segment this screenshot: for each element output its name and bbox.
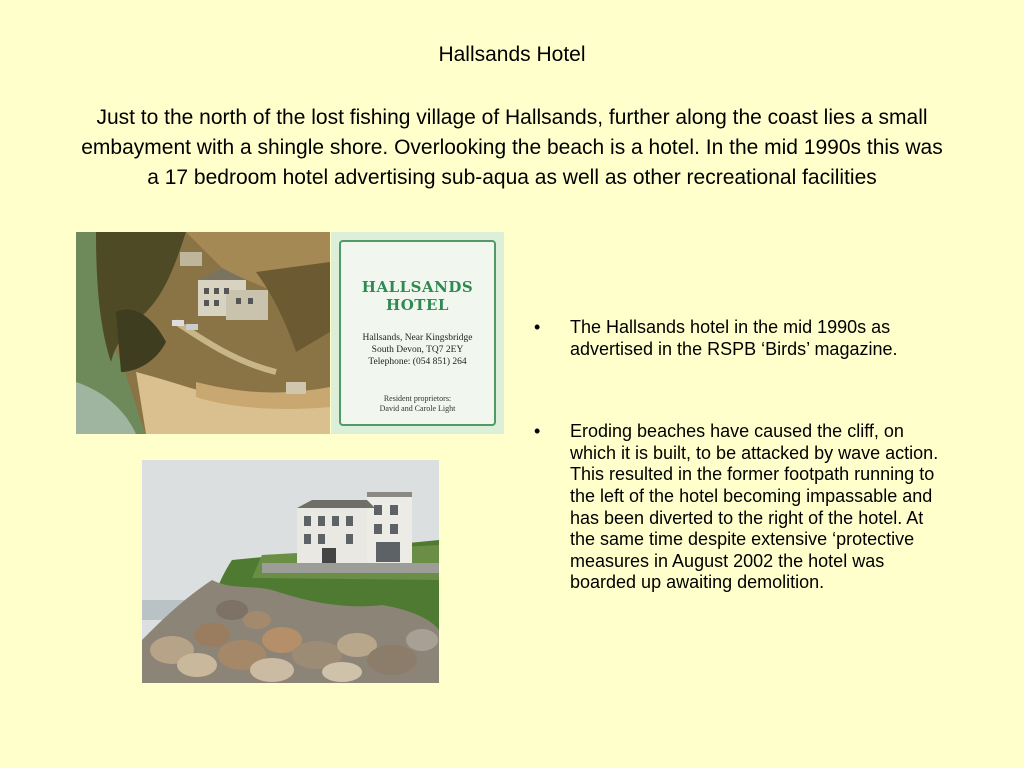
advert-name-line2: HOTEL (386, 296, 449, 314)
slide-title: Hallsands Hotel (438, 43, 586, 66)
advert-address-line2: South Devon, TQ7 2EY (371, 345, 464, 355)
cliff-hotel-photo (142, 460, 439, 683)
bullet-text: Eroding beaches have caused the cliff, on which it is built, to be attacked by wave action. This resulted in the former footpath running to the left of the hotel becoming impassable and has been diverted to the right of the hotel. At the same time despite extensive ‘protective measures in August 2002 the hotel was boarded up awaiting demolition. (570, 421, 939, 593)
bullet-item-1 (528, 317, 948, 360)
hotel-advert-card (331, 232, 504, 434)
advert-proprietors-names: David and Carole Light (379, 404, 456, 413)
advert-hotel-name (341, 278, 494, 314)
advert-border (339, 240, 496, 426)
advert-address (341, 332, 494, 368)
advert-proprietors (341, 394, 494, 414)
advert-telephone: Telephone: (054 851) 264 (368, 357, 467, 367)
bullet-text: The Hallsands hotel in the mid 1990s as advertised in the RSPB ‘Birds’ magazine. (570, 317, 898, 359)
bullet-item-2 (528, 421, 948, 594)
advert-proprietors-label: Resident proprietors: (383, 394, 452, 403)
advert-name-line1: HALLSANDS (361, 278, 474, 296)
advert-address-line1: Hallsands, Near Kingsbridge (362, 333, 473, 343)
bullet-list (528, 317, 948, 594)
aerial-photo (76, 232, 330, 434)
intro-paragraph: Just to the north of the lost fishing village of Hallsands, further along the coast lies a small embayment with a shingle shore. Overlooking the beach is a hotel. In the mid 1990s this was a 17 bedroom hotel advertising sub-aqua as well as other recreational facilities (81, 106, 943, 189)
bullet-marker: • (534, 317, 541, 337)
bullet-marker: • (534, 421, 541, 442)
